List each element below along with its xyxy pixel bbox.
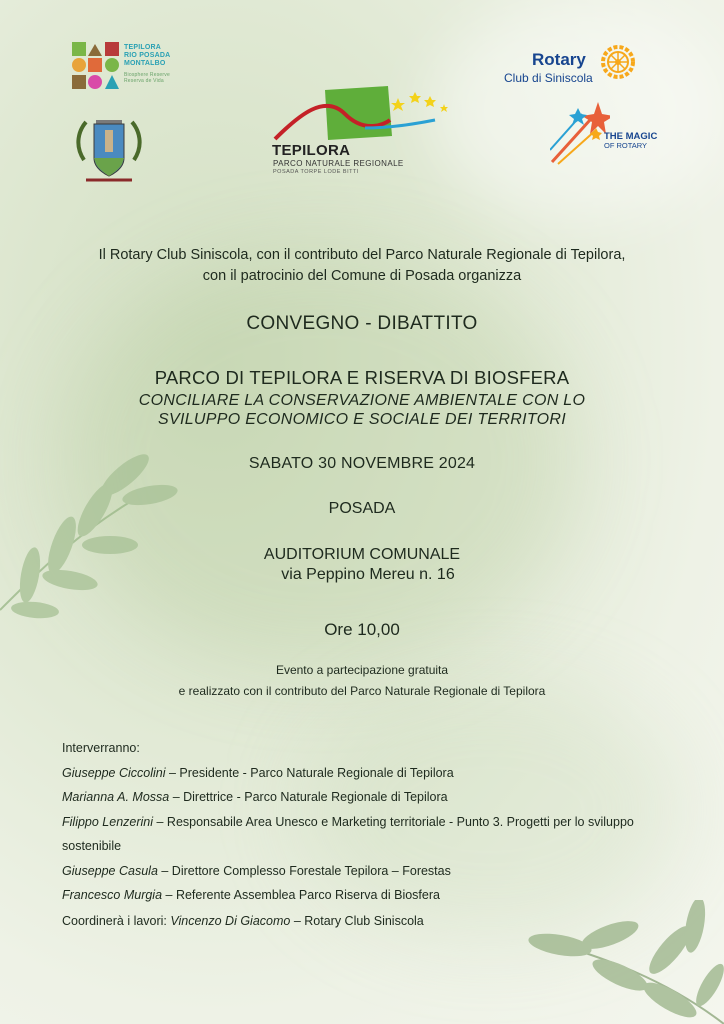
biosphere-sub1: Biosphere Reserve bbox=[124, 72, 170, 78]
coordinator-org: – Rotary Club Siniscola bbox=[290, 914, 424, 928]
event-title: PARCO DI TEPILORA E RISERVA DI BIOSFERA bbox=[154, 367, 570, 388]
event-subtitle-line1: CONCILIARE LA CONSERVAZIONE AMBIENTALE CON LO bbox=[138, 392, 586, 409]
speaker-role: – Referente Assemblea Parco Riserva di Biosfera bbox=[162, 888, 440, 902]
coordinator-label: Coordinerà i lavori: bbox=[62, 914, 171, 928]
park-logo-subtitle: PARCO NATURALE REGIONALE bbox=[273, 159, 404, 168]
rotary-club-logo bbox=[500, 44, 640, 86]
speaker-name: Marianna A. Mossa bbox=[62, 790, 170, 804]
park-logo-towns: POSADA TORPE LODE BITTI bbox=[273, 169, 359, 175]
speaker-role: – Responsabile Area Unesco e Marketing territoriale - Punto 3. Progetti per lo sviluppo sostenibile bbox=[62, 814, 634, 853]
event-subtitle-line2: SVILUPPO ECONOMICO E SOCIALE DEI TERRITORI bbox=[158, 411, 566, 428]
speaker-name: Giuseppe Ciccolini bbox=[62, 765, 166, 780]
speaker-item bbox=[62, 883, 672, 908]
speaker-role: – Direttore Complesso Forestale Tepilora – Forestas bbox=[157, 863, 451, 878]
magic-line1: THE MAGIC bbox=[604, 131, 658, 142]
speakers-list bbox=[62, 736, 672, 908]
event-type: CONVEGNO - DIBATTITO bbox=[246, 313, 478, 334]
coordinator-name: Vincenzo Di Giacomo bbox=[170, 914, 291, 928]
park-logo-name: TEPILORA bbox=[272, 142, 351, 159]
biosphere-line2: RIO POSADA bbox=[124, 52, 171, 59]
event-note-line1: Evento a partecipazione gratuita bbox=[275, 663, 449, 677]
tepilora-biosphere-logo bbox=[72, 42, 202, 98]
coordinator-line bbox=[62, 914, 424, 928]
leaf-branch-left-decoration bbox=[0, 450, 190, 620]
biosphere-line3: MONTALBO bbox=[124, 60, 166, 67]
venue-name: AUDITORIUM COMUNALE bbox=[263, 546, 461, 563]
speaker-role: – Presidente - Parco Naturale Regionale di Tepilora bbox=[165, 765, 454, 780]
tepilora-park-logo bbox=[270, 84, 455, 184]
speaker-name: Filippo Lenzerini bbox=[62, 814, 154, 829]
shooting-stars-icon bbox=[550, 100, 610, 166]
event-venue bbox=[0, 545, 724, 585]
intro-text bbox=[0, 245, 724, 287]
speaker-name: Francesco Murgia bbox=[62, 888, 163, 902]
tepilora-park-emblem-icon bbox=[270, 84, 455, 144]
intro-line1: Il Rotary Club Siniscola, con il contributo del Parco Naturale Regionale di Tepilora, bbox=[98, 247, 626, 263]
rotary-title: Rotary bbox=[532, 50, 586, 69]
intro-line2: con il patrocinio del Comune di Posada organizza bbox=[202, 268, 522, 284]
leaf-branch-bottom-right-decoration bbox=[500, 900, 724, 1024]
event-time: Ore 10,00 bbox=[324, 620, 400, 639]
speaker-role: – Direttrice - Parco Naturale Regionale di Tepilora bbox=[169, 790, 448, 804]
event-note-line2: e realizzato con il contributo del Parco Naturale Regionale di Tepilora bbox=[178, 684, 546, 698]
event-place: POSADA bbox=[328, 500, 396, 517]
venue-address: via Peppino Mereu n. 16 bbox=[281, 566, 455, 583]
speaker-item bbox=[62, 785, 672, 810]
speaker-item bbox=[62, 859, 672, 884]
speaker-item bbox=[62, 810, 672, 859]
rotary-wheel-icon bbox=[600, 44, 636, 80]
event-date: SABATO 30 NOVEMBRE 2024 bbox=[248, 455, 476, 472]
magic-of-rotary-logo bbox=[550, 100, 670, 166]
speaker-item bbox=[62, 761, 672, 786]
biosphere-line1: TEPILORA bbox=[124, 44, 161, 51]
biosphere-sub2: Reserva de Vida bbox=[124, 78, 164, 84]
posada-coat-of-arms-icon bbox=[74, 110, 144, 194]
speakers-heading: Interverranno: bbox=[62, 741, 140, 755]
event-note bbox=[0, 660, 724, 702]
biosphere-tiles-icon bbox=[72, 42, 120, 92]
speaker-name: Giuseppe Casula bbox=[62, 863, 158, 878]
rotary-club-name: Club di Siniscola bbox=[504, 71, 593, 85]
event-subtitle bbox=[0, 391, 724, 429]
magic-line2: OF ROTARY bbox=[604, 141, 648, 150]
